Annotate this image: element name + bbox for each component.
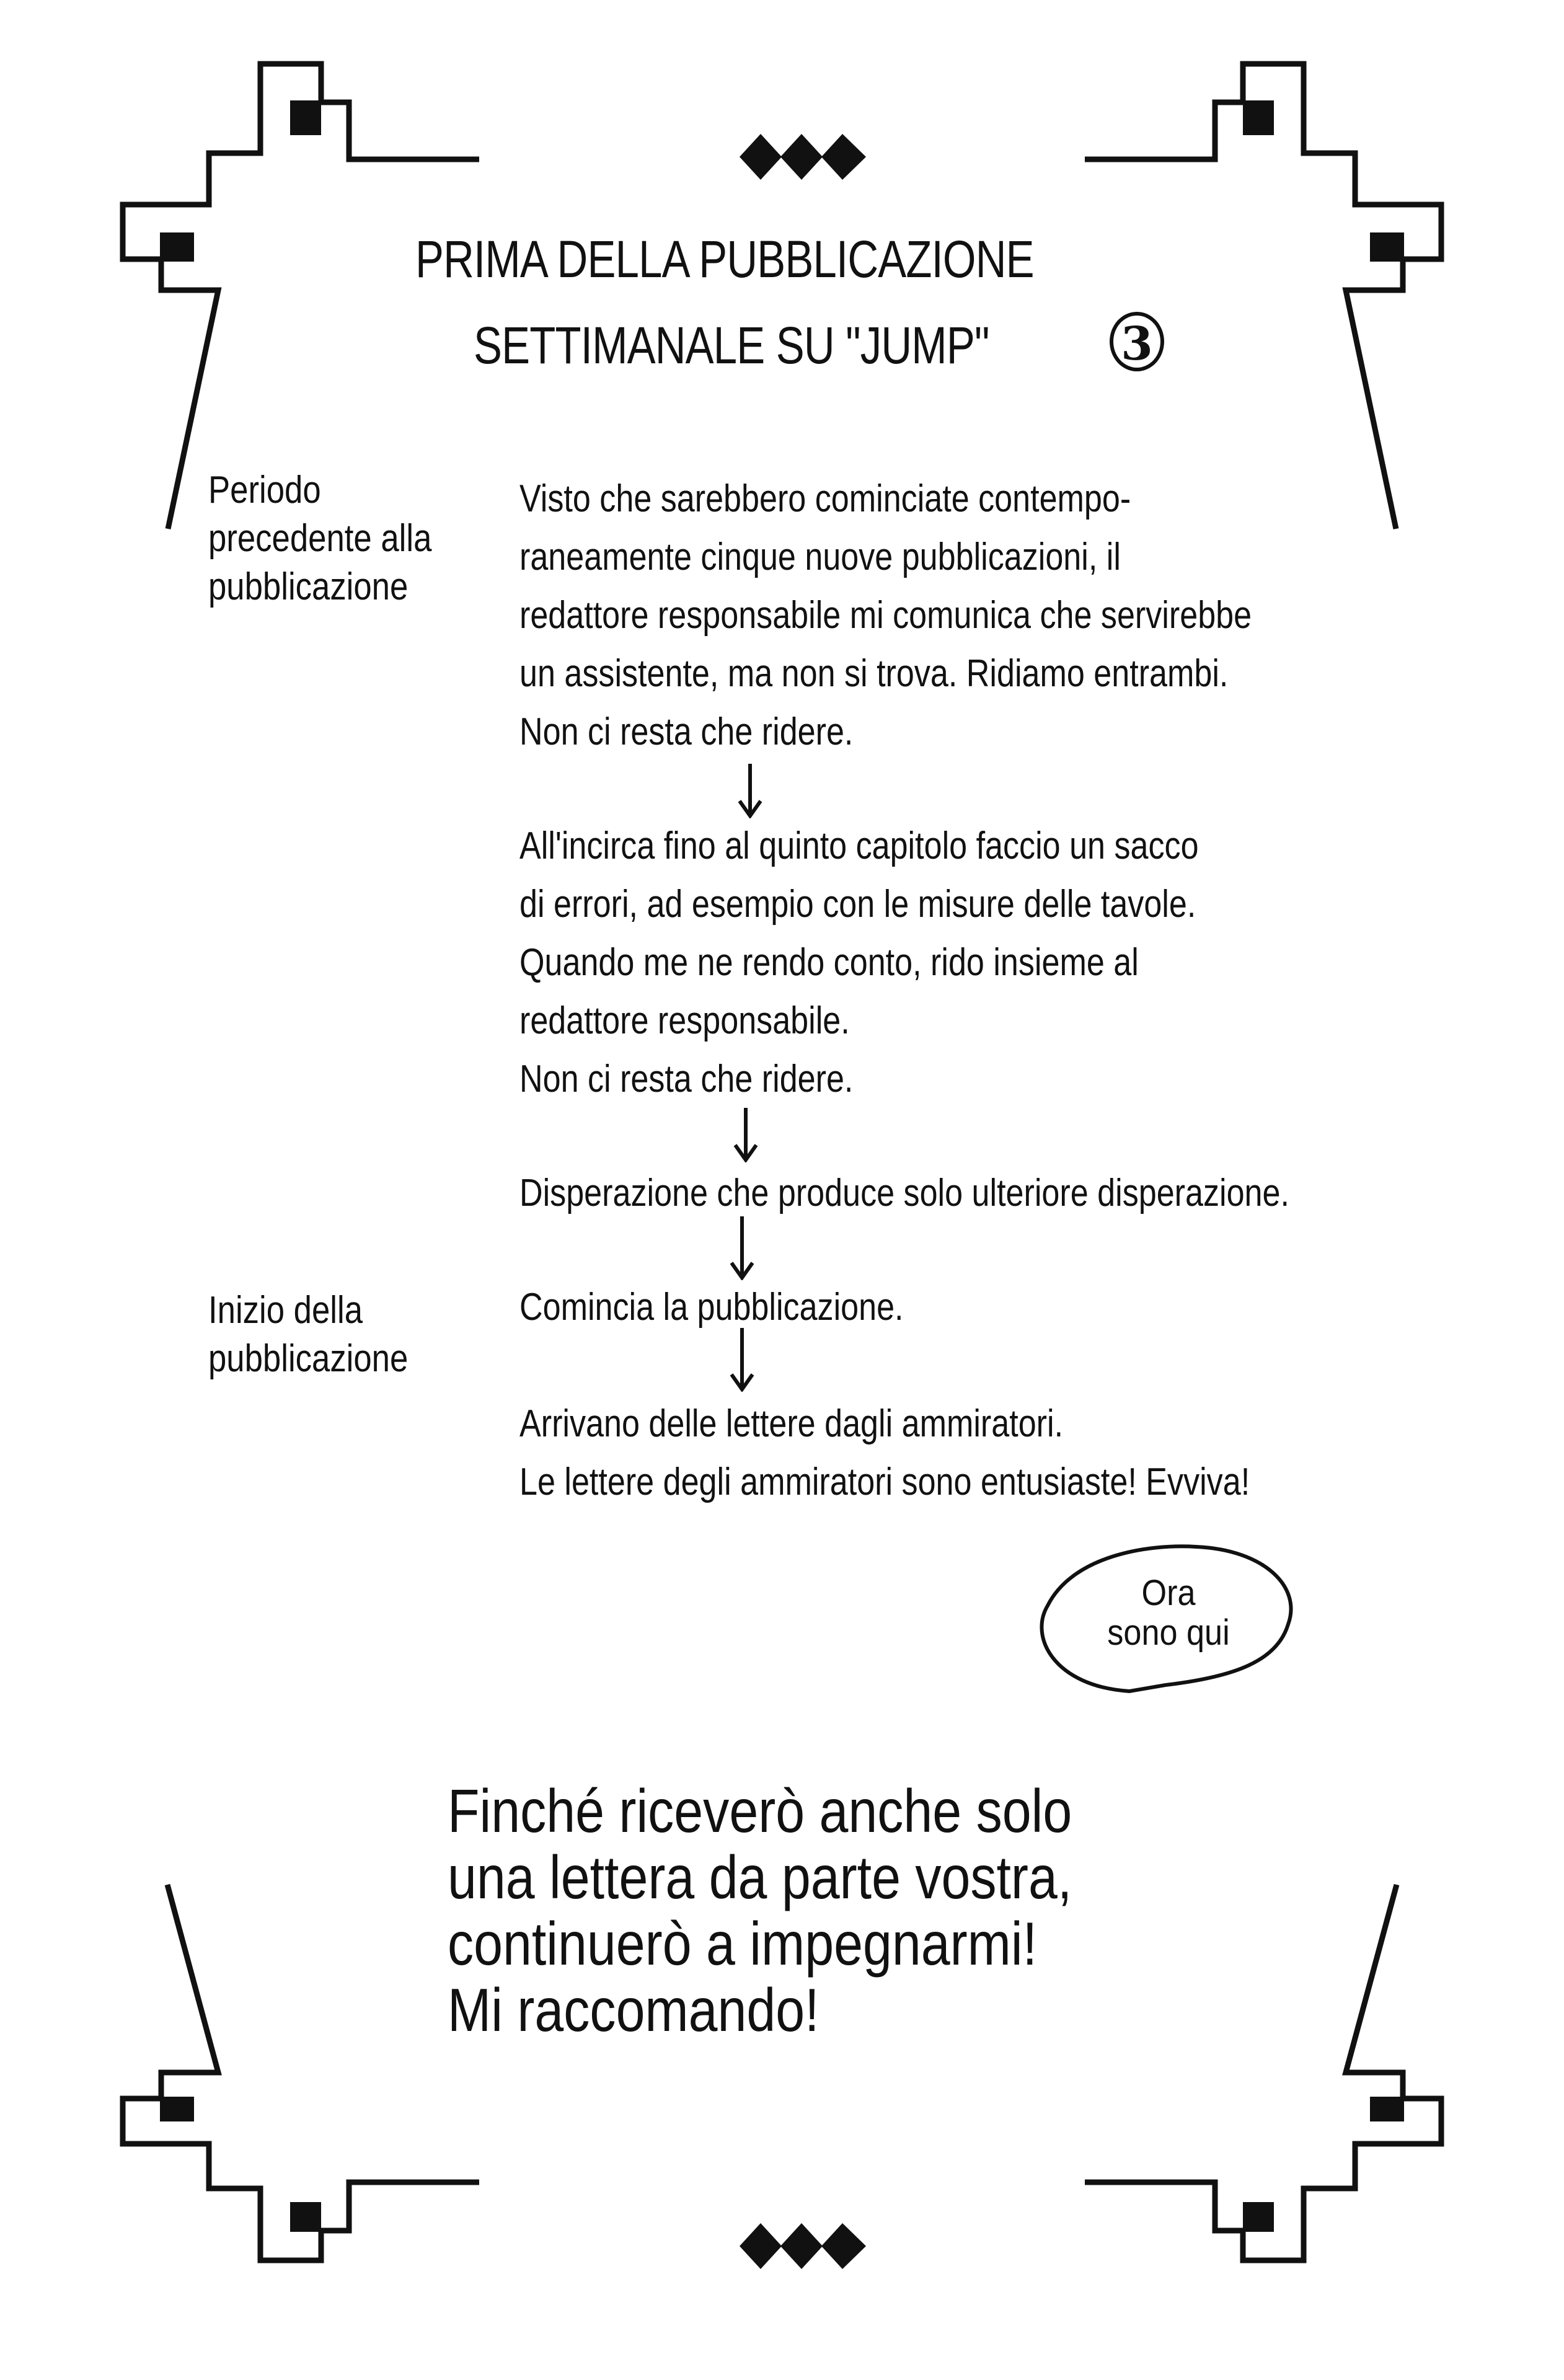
chapter-number-badge bbox=[1101, 312, 1164, 371]
closing-line: una lettera da parte vostra, bbox=[448, 1843, 1072, 1911]
label-line: precedente alla bbox=[208, 517, 432, 560]
step-line: di errori, ad esempio con le misure delle tavole. bbox=[519, 883, 1196, 926]
page-title-text: SETTIMANALE SU "JUMP" bbox=[474, 316, 989, 374]
label-line: Inizio della bbox=[208, 1289, 363, 1332]
step-line: Disperazione che produce solo ulteriore disperazione. bbox=[519, 1172, 1289, 1214]
step-line: Non ci resta che ridere. bbox=[519, 1058, 854, 1100]
page-title-line-1: PRIMA DELLA PUBBLICAZIONE bbox=[415, 230, 1034, 288]
bubble-line: Ora bbox=[1141, 1573, 1196, 1613]
step-line: Non ci resta che ridere. bbox=[519, 710, 854, 753]
closing-line: Finché riceverò anche solo bbox=[448, 1777, 1072, 1845]
triple-diamond-icon-bottom bbox=[740, 2223, 866, 2269]
step-line: Quando me ne rendo conto, rido insieme al bbox=[519, 941, 1139, 984]
timeline-step-1 bbox=[519, 470, 1252, 761]
timeline-step-3 bbox=[519, 1164, 1289, 1223]
step-line: Arrivano delle lettere dagli ammiratori. bbox=[519, 1402, 1064, 1445]
step-line: Comincia la pubblicazione. bbox=[519, 1286, 904, 1329]
timeline-step-2 bbox=[519, 817, 1199, 1108]
period-label-start bbox=[208, 1286, 408, 1383]
step-line: un assistente, ma non si trova. Ridiamo entrambi. bbox=[519, 652, 1229, 695]
step-line: redattore responsabile mi comunica che servirebbe bbox=[519, 594, 1252, 637]
closing-line: continuerò a impegnarmi! bbox=[448, 1909, 1037, 1978]
period-label-before bbox=[208, 466, 431, 611]
closing-line: Mi raccomando! bbox=[448, 1976, 820, 2044]
label-line: pubblicazione bbox=[208, 1337, 409, 1380]
timeline-step-5 bbox=[519, 1395, 1250, 1511]
label-line: pubblicazione bbox=[208, 565, 409, 608]
page-title-line-2 bbox=[474, 316, 989, 374]
label-line: Periodo bbox=[208, 469, 321, 511]
down-arrow-icon bbox=[727, 1327, 758, 1392]
circled-number: 3 bbox=[1110, 312, 1164, 371]
down-arrow-icon bbox=[735, 763, 766, 818]
step-line: Visto che sarebbero cominciate contempo- bbox=[519, 477, 1131, 520]
timeline-step-4 bbox=[519, 1278, 904, 1337]
down-arrow-icon bbox=[727, 1215, 758, 1280]
step-line: Le lettere degli ammiratori sono entusiaste! Evviva! bbox=[519, 1461, 1250, 1503]
down-arrow-icon bbox=[730, 1107, 761, 1162]
closing-message bbox=[448, 1778, 1072, 2043]
you-are-here-bubble bbox=[1077, 1573, 1261, 1653]
step-line: All'incirca fino al quinto capitolo faccio un sacco bbox=[519, 825, 1199, 867]
step-line: redattore responsabile. bbox=[519, 999, 850, 1042]
triple-diamond-icon bbox=[740, 134, 866, 180]
step-line: raneamente cinque nuove pubblicazioni, il bbox=[519, 536, 1121, 578]
bubble-line: sono qui bbox=[1107, 1612, 1230, 1653]
